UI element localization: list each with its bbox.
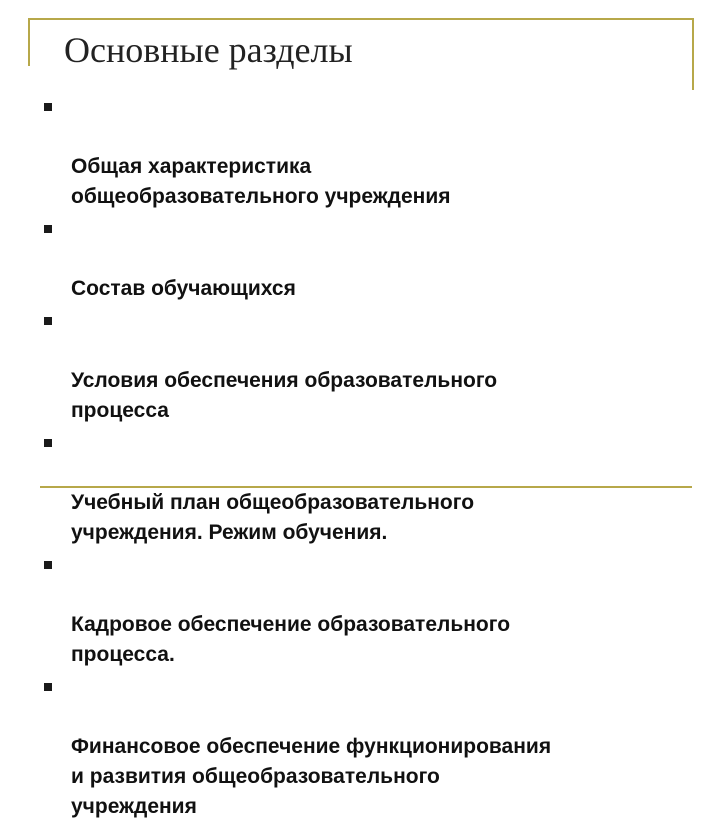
list-item-text: Финансовое обеспечение функционирования и развития общеобразовательного учреждения [71,735,552,818]
list-item [44,92,684,212]
frame-left-line [28,18,30,66]
list-item [44,428,684,548]
list-item [44,550,684,670]
list-item [44,306,684,426]
square-bullet-icon [44,439,52,447]
square-bullet-icon [44,103,52,111]
list-item [44,214,684,304]
square-bullet-icon [44,683,52,691]
bullet-list [44,92,684,824]
slide-title: Основные разделы [64,30,353,70]
frame-right-line [692,18,694,90]
square-bullet-icon [44,561,52,569]
list-item-text: Кадровое обеспечение образовательного процесса. [71,613,511,666]
list-item-text: Учебный план общеобразовательного учреждения. Режим обучения. [71,491,475,544]
frame-top-line [28,18,692,20]
square-bullet-icon [44,317,52,325]
list-item-text: Условия обеспечения образовательного процесса [71,369,498,422]
list-item [44,672,684,822]
list-item-text: Состав обучающихся [71,277,296,300]
list-item-text: Общая характеристика общеобразовательного учреждения [71,155,451,208]
square-bullet-icon [44,225,52,233]
